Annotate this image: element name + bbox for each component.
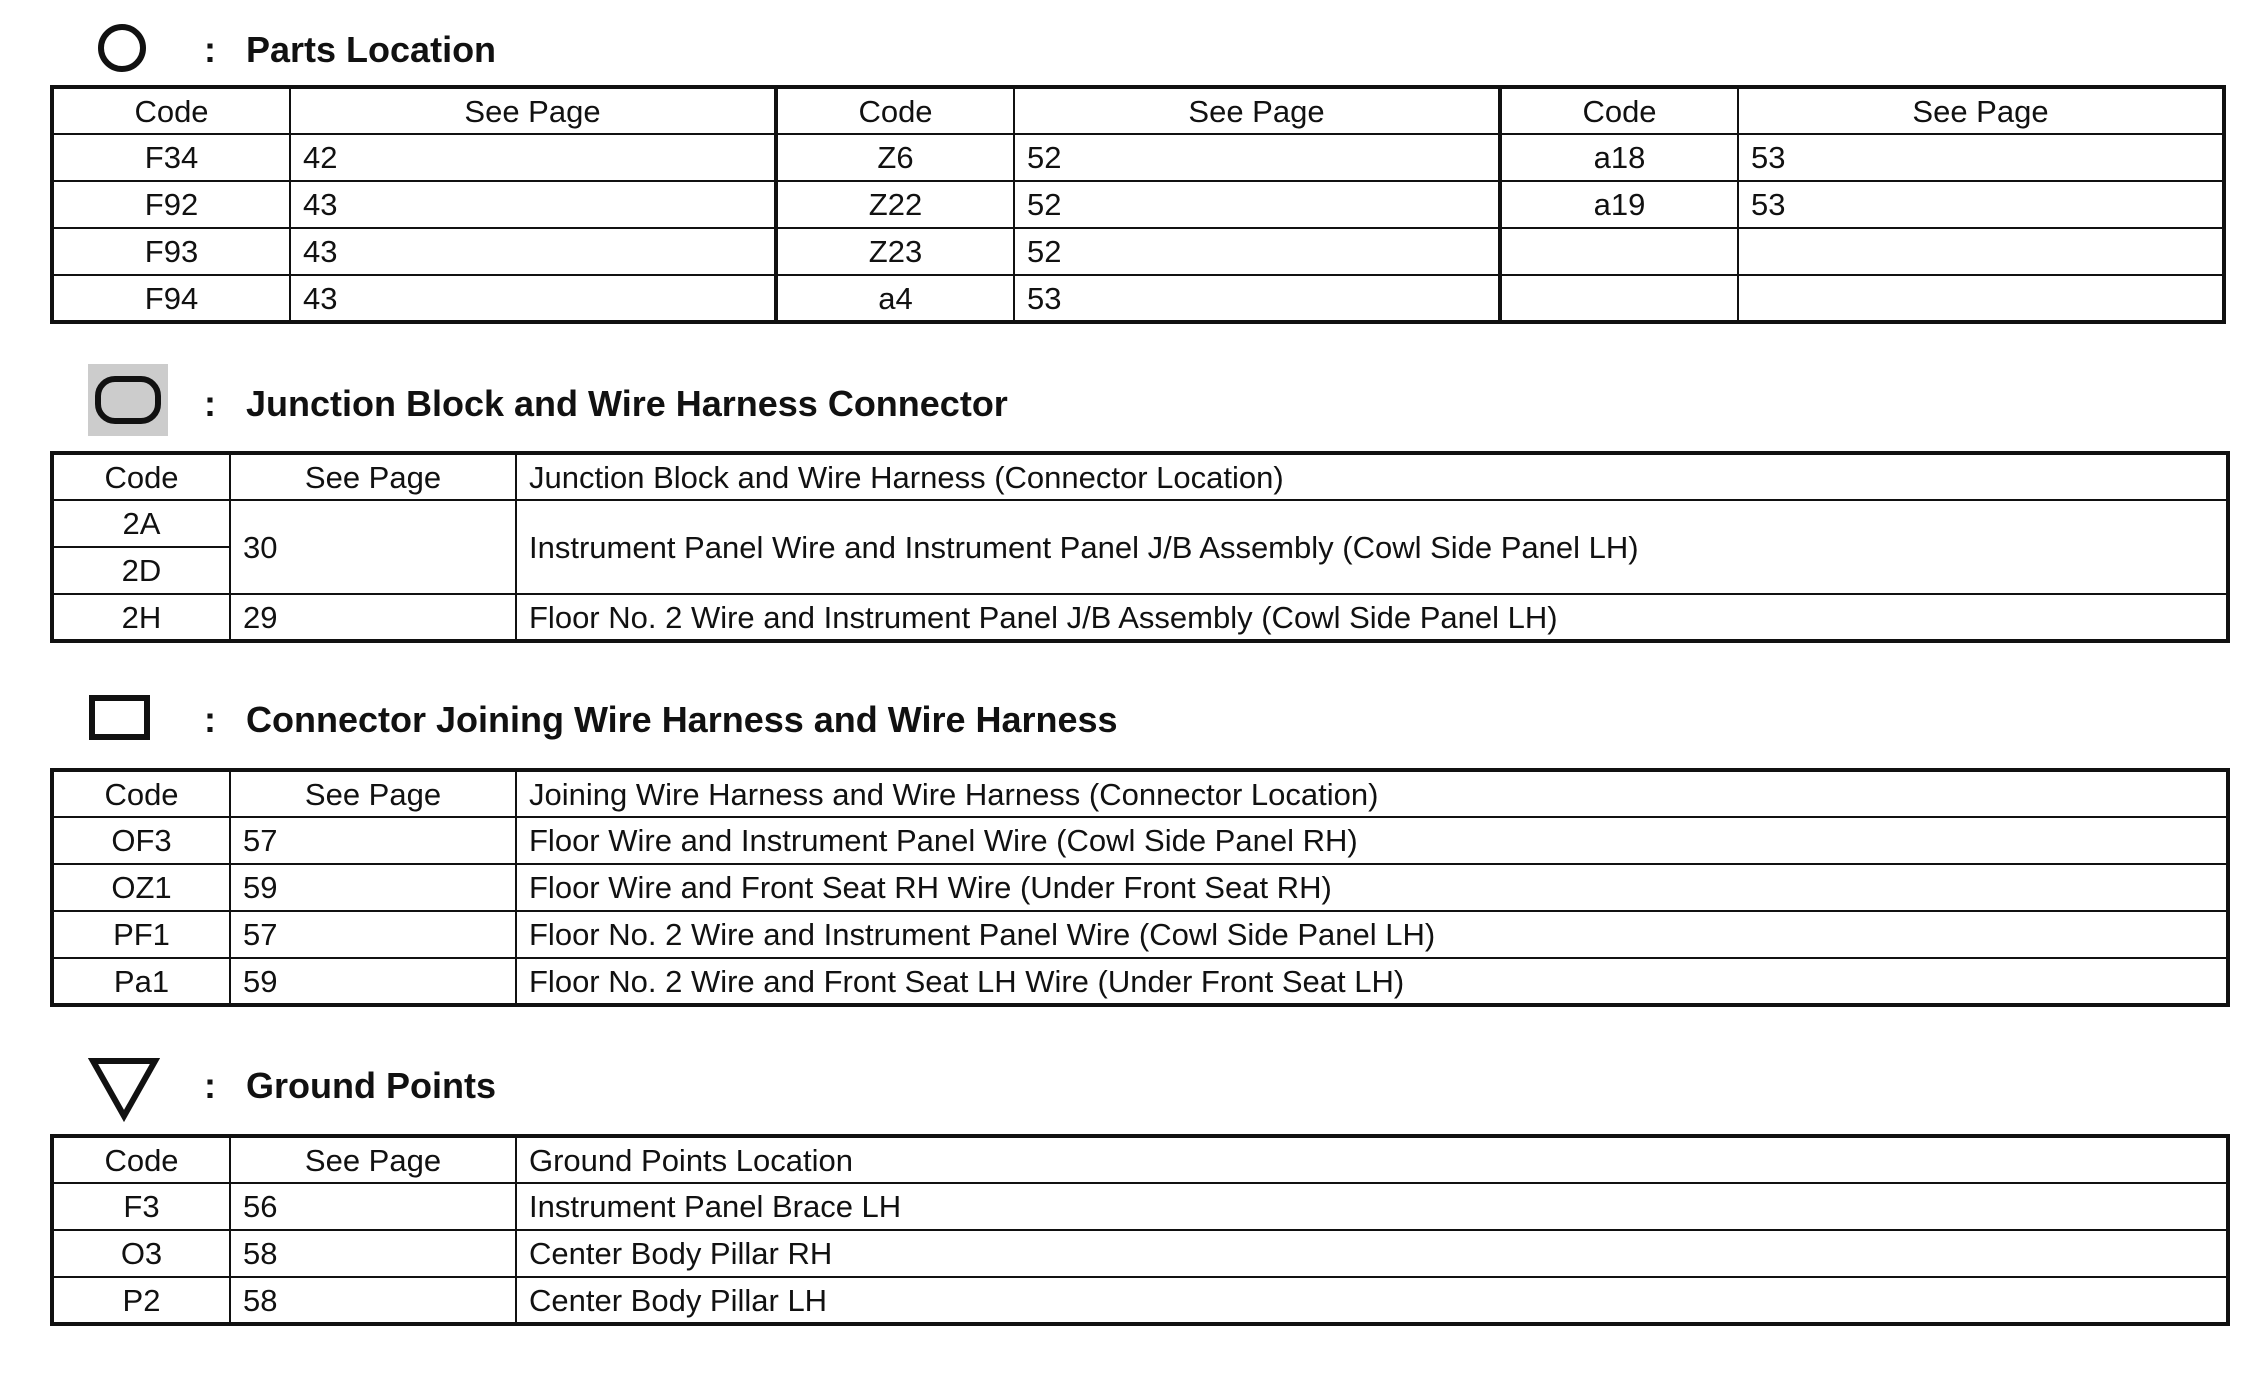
column-header-location: Ground Points Location (516, 1136, 2228, 1183)
column-header-code: Code (52, 87, 290, 134)
column-header-code: Code (1500, 87, 1738, 134)
location-cell: Instrument Panel Wire and Instrument Panel J/B Assembly (Cowl Side Panel LH) (516, 500, 2228, 594)
location-cell: Floor No. 2 Wire and Front Seat LH Wire (Under Front Seat LH) (516, 958, 2228, 1005)
page-cell: 52 (1014, 181, 1500, 228)
table-row (52, 1277, 2228, 1324)
column-header-see-page: See Page (1738, 87, 2224, 134)
table-row (52, 864, 2228, 911)
code-cell: Pa1 (52, 958, 230, 1005)
location-cell: Floor No. 2 Wire and Instrument Panel J/B Assembly (Cowl Side Panel LH) (516, 594, 2228, 641)
code-cell: 2A (52, 500, 230, 547)
location-cell: Floor No. 2 Wire and Instrument Panel Wire (Cowl Side Panel LH) (516, 911, 2228, 958)
code-cell: Z6 (776, 134, 1014, 181)
code-cell: a18 (1500, 134, 1738, 181)
location-cell: Floor Wire and Instrument Panel Wire (Cowl Side Panel RH) (516, 817, 2228, 864)
table-row (52, 134, 2224, 181)
page-cell: 57 (230, 817, 516, 864)
page-cell: 58 (230, 1277, 516, 1324)
section-title: Ground Points (246, 1065, 496, 1106)
column-header-see-page: See Page (230, 770, 516, 817)
heading-separator: : (204, 699, 216, 740)
code-cell: P2 (52, 1277, 230, 1324)
parts-location-table (50, 85, 2226, 324)
column-header-location: Joining Wire Harness and Wire Harness (Connector Location) (516, 770, 2228, 817)
triangle-down-icon (88, 1056, 160, 1122)
section-title: Parts Location (246, 29, 497, 70)
location-cell: Center Body Pillar LH (516, 1277, 2228, 1324)
page-cell: 42 (290, 134, 776, 181)
page-cell (1738, 275, 2224, 322)
page-cell: 43 (290, 228, 776, 275)
section-title: Junction Block and Wire Harness Connector (246, 383, 1008, 424)
page-cell: 30 (230, 500, 516, 594)
table-row (52, 500, 2228, 547)
table-row (52, 911, 2228, 958)
page-cell: 43 (290, 275, 776, 322)
column-header-code: Code (776, 87, 1014, 134)
heading-separator: : (204, 29, 216, 70)
column-header-see-page: See Page (230, 1136, 516, 1183)
table-row (52, 817, 2228, 864)
location-cell: Instrument Panel Brace LH (516, 1183, 2228, 1230)
page-cell: 53 (1014, 275, 1500, 322)
code-cell: F3 (52, 1183, 230, 1230)
code-cell (1500, 275, 1738, 322)
table-row (52, 181, 2224, 228)
rectangle-icon (88, 694, 152, 742)
ground-points-table (50, 1134, 2230, 1326)
code-cell: 2D (52, 547, 230, 594)
page-cell: 56 (230, 1183, 516, 1230)
location-cell: Center Body Pillar RH (516, 1230, 2228, 1277)
code-cell: F92 (52, 181, 290, 228)
code-cell: PF1 (52, 911, 230, 958)
page-cell: 43 (290, 181, 776, 228)
table-header-row (52, 1136, 2228, 1183)
heading-separator: : (204, 383, 216, 424)
code-cell: 2H (52, 594, 230, 641)
page-cell: 52 (1014, 228, 1500, 275)
column-header-see-page: See Page (230, 453, 516, 500)
table-header-row (52, 770, 2228, 817)
code-cell: Z23 (776, 228, 1014, 275)
heading-separator: : (204, 1065, 216, 1106)
junction-block-table (50, 451, 2230, 643)
page-cell: 53 (1738, 134, 2224, 181)
code-cell: OF3 (52, 817, 230, 864)
code-cell: OZ1 (52, 864, 230, 911)
page-cell (1738, 228, 2224, 275)
location-cell: Floor Wire and Front Seat RH Wire (Under Front Seat RH) (516, 864, 2228, 911)
column-header-location: Junction Block and Wire Harness (Connector Location) (516, 453, 2228, 500)
connector-joining-table (50, 768, 2230, 1007)
code-cell: a4 (776, 275, 1014, 322)
code-cell: F94 (52, 275, 290, 322)
column-header-code: Code (52, 770, 230, 817)
rounded-rectangle-icon (92, 374, 164, 426)
column-header-code: Code (52, 1136, 230, 1183)
section-title: Connector Joining Wire Harness and Wire Harness (246, 699, 1118, 740)
code-cell: F93 (52, 228, 290, 275)
table-row (52, 228, 2224, 275)
table-row (52, 958, 2228, 1005)
circle-icon (96, 22, 148, 74)
code-cell: a19 (1500, 181, 1738, 228)
code-cell: F34 (52, 134, 290, 181)
table-row (52, 275, 2224, 322)
page-cell: 53 (1738, 181, 2224, 228)
code-cell: O3 (52, 1230, 230, 1277)
page-cell: 59 (230, 864, 516, 911)
page-cell: 58 (230, 1230, 516, 1277)
page-cell: 57 (230, 911, 516, 958)
column-header-code: Code (52, 453, 230, 500)
table-row (52, 1230, 2228, 1277)
column-header-see-page: See Page (290, 87, 776, 134)
table-header-row (52, 453, 2228, 500)
code-cell (1500, 228, 1738, 275)
table-row (52, 1183, 2228, 1230)
table-row (52, 594, 2228, 641)
column-header-see-page: See Page (1014, 87, 1500, 134)
code-cell: Z22 (776, 181, 1014, 228)
page-cell: 59 (230, 958, 516, 1005)
page-cell: 29 (230, 594, 516, 641)
page-cell: 52 (1014, 134, 1500, 181)
table-header-row (52, 87, 2224, 134)
